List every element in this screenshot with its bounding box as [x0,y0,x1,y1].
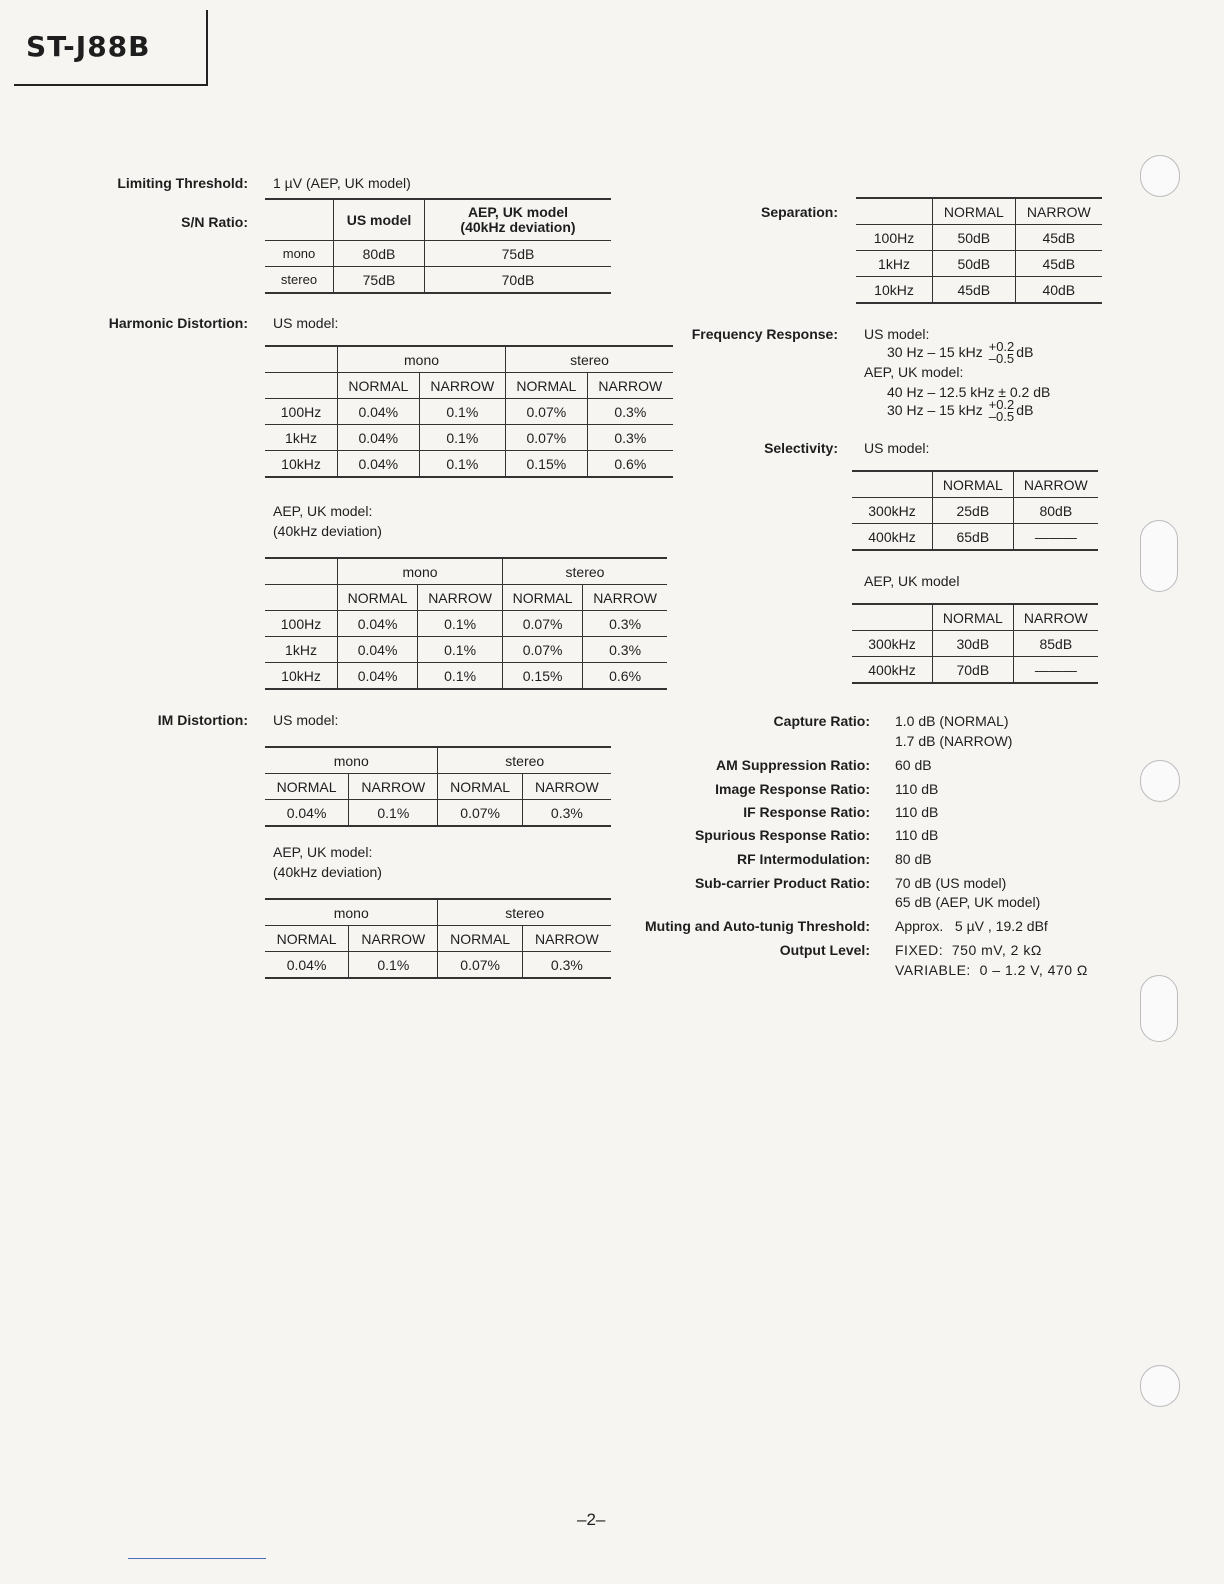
freq-aep-range1: 40 Hz – 12.5 kHz [887,384,995,400]
table-cell: ——— [1034,661,1077,678]
table-cell: 0.07% [506,399,588,425]
binder-hole-1 [1140,155,1180,197]
table-cell: 0.6% [609,667,642,684]
freq-aep-range2: 30 Hz – 15 kHz [887,402,983,418]
muting-threshold-value: Approx. 5 µV , 19.2 dBf [895,918,1048,934]
limiting-threshold-value: 1 µV (AEP, UK model) [273,175,411,191]
subcarrier-value-1: 70 dB (US model) [895,875,1007,891]
table-cell: 70dB [933,657,1014,684]
sel-aep-label: AEP, UK model [864,573,960,589]
table-cell: 0.1% [418,637,503,663]
table-row [856,277,1102,304]
muting-threshold-label: Muting and Auto-tunig Threshold: [645,918,870,934]
im-us-model-label: US model: [273,712,339,728]
frequency-response-label: Frequency Response: [691,326,838,342]
hd-group-stereo: stereo [503,558,667,585]
im-aep-table [265,898,611,979]
selectivity-us-table [852,470,1098,551]
table-cell: 40dB [1042,281,1076,298]
separation-table [856,197,1102,304]
table-row [265,267,611,294]
table-cell: 0.1% [349,800,438,827]
col-header-narrow: NARROW [1013,604,1098,631]
if-response-value: 110 dB [895,804,939,820]
sn-row-label: mono [265,241,334,267]
table-cell: 0.1% [419,425,505,451]
hd-group-mono: mono [338,346,506,373]
table-cell: 0.07% [503,611,583,637]
table-row [852,631,1098,657]
col-header-narrow: NARROW [418,585,503,611]
hd-aep-table [265,557,667,690]
freq-aep-tolerance [989,399,1015,423]
tol-minus: –0.5 [988,409,1015,425]
row-freq: 10kHz [265,663,338,690]
table-cell: 0.3% [587,399,673,425]
col-header-normal: NORMAL [438,774,522,800]
col-header-narrow: NARROW [1013,471,1098,498]
output-level-variable: VARIABLE: 0 – 1.2 V, 470 Ω [895,962,1088,978]
table-cell: 45dB [1015,251,1102,277]
table-cell: 0.04% [338,399,420,425]
table-row [265,399,673,425]
table-cell: 0.3% [550,956,583,973]
harmonic-distortion-label: Harmonic Distortion: [108,315,248,331]
row-freq: 100Hz [265,611,338,637]
freq-aep-tol1: ± 0.2 dB [998,384,1051,400]
row-freq: 400kHz [852,524,933,551]
hd-aep-label-1: AEP, UK model: [273,503,373,519]
sn-col-aep [425,199,612,241]
row-freq: 1kHz [856,251,933,277]
col-header-narrow: NARROW [349,926,438,952]
col-header-normal: NORMAL [933,604,1014,631]
im-distortion-label: IM Distortion: [157,712,248,728]
table-cell: 30dB [933,631,1014,657]
sn-col-us: US model [334,199,425,241]
if-response-label: IF Response Ratio: [743,804,870,820]
capture-ratio-label: Capture Ratio: [773,713,870,729]
row-freq: 100Hz [265,399,338,425]
col-header-normal: NORMAL [338,373,420,399]
table-cell: 0.1% [349,952,438,979]
im-group-stereo: stereo [438,899,611,926]
table-cell: 0.04% [265,952,349,979]
row-freq: 1kHz [265,637,338,663]
spurious-response-value: 110 dB [895,827,939,843]
table-cell: 0.1% [418,663,503,690]
selectivity-label: Selectivity: [764,440,838,456]
hd-us-model-label: US model: [273,315,339,331]
table-cell: 0.04% [338,637,418,663]
output-level-fixed: FIXED: 750 mV, 2 kΩ [895,942,1042,958]
tol-unit: dB [1016,344,1034,360]
table-cell: 25dB [933,498,1014,524]
freq-aep-label: AEP, UK model: [864,364,964,380]
table-cell: 70dB [501,271,535,288]
table-cell: 45dB [1015,225,1102,251]
limiting-threshold-label: Limiting Threshold: [117,175,248,191]
col-header-narrow: NARROW [583,585,667,611]
binder-hole-2 [1140,520,1178,592]
spurious-response-label: Spurious Response Ratio: [694,827,870,843]
sn-col-aep-1: AEP, UK model [467,204,569,220]
col-header-narrow: NARROW [1015,198,1102,225]
table-cell: 0.3% [550,804,583,821]
model-title: ST-J88B [26,30,151,63]
table-row [265,241,611,267]
freq-us-line [887,338,1033,366]
col-header-normal: NORMAL [933,471,1014,498]
table-cell: 0.04% [338,663,418,690]
table-row [856,225,1102,251]
row-freq: 10kHz [856,277,933,304]
capture-ratio-value-2: 1.7 dB (NARROW) [895,733,1013,749]
table-row [265,663,667,690]
col-header-narrow: NARROW [349,774,438,800]
col-header-normal: NORMAL [265,926,349,952]
hd-group-mono: mono [338,558,503,585]
table-cell: 0.04% [338,425,420,451]
tol-plus: +0.2 [988,397,1015,413]
table-row [265,952,611,979]
col-header-normal: NORMAL [506,373,588,399]
table-cell: 0.07% [503,637,583,663]
col-header-normal: NORMAL [933,198,1016,225]
row-freq: 10kHz [265,451,338,478]
hd-group-stereo: stereo [506,346,673,373]
freq-us-range: 30 Hz – 15 kHz [887,344,983,360]
im-group-mono: mono [265,747,438,774]
table-cell: 65dB [933,524,1014,551]
im-aep-label-1: AEP, UK model: [273,844,373,860]
im-group-stereo: stereo [438,747,611,774]
am-suppression-label: AM Suppression Ratio: [715,757,870,773]
col-header-normal: NORMAL [438,926,522,952]
binder-hole-4 [1140,975,1178,1042]
table-cell: 75dB [425,241,612,267]
row-freq: 400kHz [852,657,933,684]
im-aep-label-2: (40kHz deviation) [273,864,382,880]
selectivity-aep-table [852,603,1098,684]
table-cell: 0.07% [438,952,522,979]
table-row [852,524,1098,551]
table-cell: 0.04% [338,451,420,478]
table-row [265,611,667,637]
freq-us-label: US model: [864,326,930,342]
capture-ratio-value-1: 1.0 dB (NORMAL) [895,713,1009,729]
table-row [265,451,673,478]
hd-us-table [265,345,673,478]
table-cell: 0.1% [419,451,505,478]
separation-label: Separation: [760,204,838,220]
sn-row-label: stereo [265,267,334,294]
tol-unit: dB [1016,402,1034,418]
table-cell: 85dB [1013,631,1098,657]
table-cell: 80dB [334,241,425,267]
tol-minus: –0.5 [988,351,1015,367]
col-header-normal: NORMAL [265,774,349,800]
row-freq: 300kHz [852,498,933,524]
table-cell: 0.04% [338,611,418,637]
page-number: –2– [577,1510,606,1529]
table-cell: 0.15% [503,663,583,690]
table-row [265,425,673,451]
table-cell: 0.3% [587,425,673,451]
subcarrier-value-2: 65 dB (AEP, UK model) [895,894,1041,910]
im-us-table [265,746,611,827]
output-level-label: Output Level: [779,942,870,958]
footer-rule [128,1558,266,1559]
table-row [856,251,1102,277]
tol-plus: +0.2 [988,339,1015,355]
table-row [852,498,1098,524]
table-cell: 0.04% [265,800,349,827]
table-cell: 0.6% [614,455,647,472]
col-header-normal: NORMAL [338,585,418,611]
binder-hole-3 [1140,760,1180,802]
table-cell: 75dB [334,267,425,294]
col-header-narrow: NARROW [419,373,505,399]
col-header-narrow: NARROW [522,926,611,952]
row-freq: 100Hz [856,225,933,251]
table-cell: 0.07% [438,800,522,827]
table-row [265,637,667,663]
table-cell: 50dB [933,251,1016,277]
table-cell: ——— [1034,528,1077,545]
freq-aep-line2 [887,396,1033,424]
im-group-mono: mono [265,899,438,926]
freq-us-tolerance [989,341,1015,365]
binder-hole-5 [1140,1365,1180,1407]
am-suppression-value: 60 dB [895,757,932,773]
row-freq: 300kHz [852,631,933,657]
col-header-narrow: NARROW [587,373,673,399]
sn-col-aep-2: (40kHz deviation) [460,219,576,235]
sn-ratio-label: S/N Ratio: [181,214,248,230]
rf-intermod-label: RF Intermodulation: [737,851,870,867]
table-cell: 45dB [933,277,1016,304]
image-response-label: Image Response Ratio: [715,781,870,797]
table-row [852,657,1098,684]
table-cell: 0.1% [419,399,505,425]
image-response-value: 110 dB [895,781,939,797]
row-freq: 1kHz [265,425,338,451]
sel-us-label: US model: [864,440,930,456]
col-header-narrow: NARROW [522,774,611,800]
col-header-normal: NORMAL [503,585,583,611]
sn-ratio-table [265,198,611,294]
table-row [265,800,611,827]
subcarrier-label: Sub-carrier Product Ratio: [694,875,870,891]
hd-aep-label-2: (40kHz deviation) [273,523,382,539]
table-cell: 0.15% [506,451,588,478]
table-cell: 0.3% [583,611,667,637]
table-cell: 0.1% [418,611,503,637]
table-cell: 0.3% [583,637,667,663]
table-cell: 80dB [1013,498,1098,524]
rf-intermod-value: 80 dB [895,851,932,867]
table-cell: 50dB [933,225,1016,251]
table-cell: 0.07% [506,425,588,451]
